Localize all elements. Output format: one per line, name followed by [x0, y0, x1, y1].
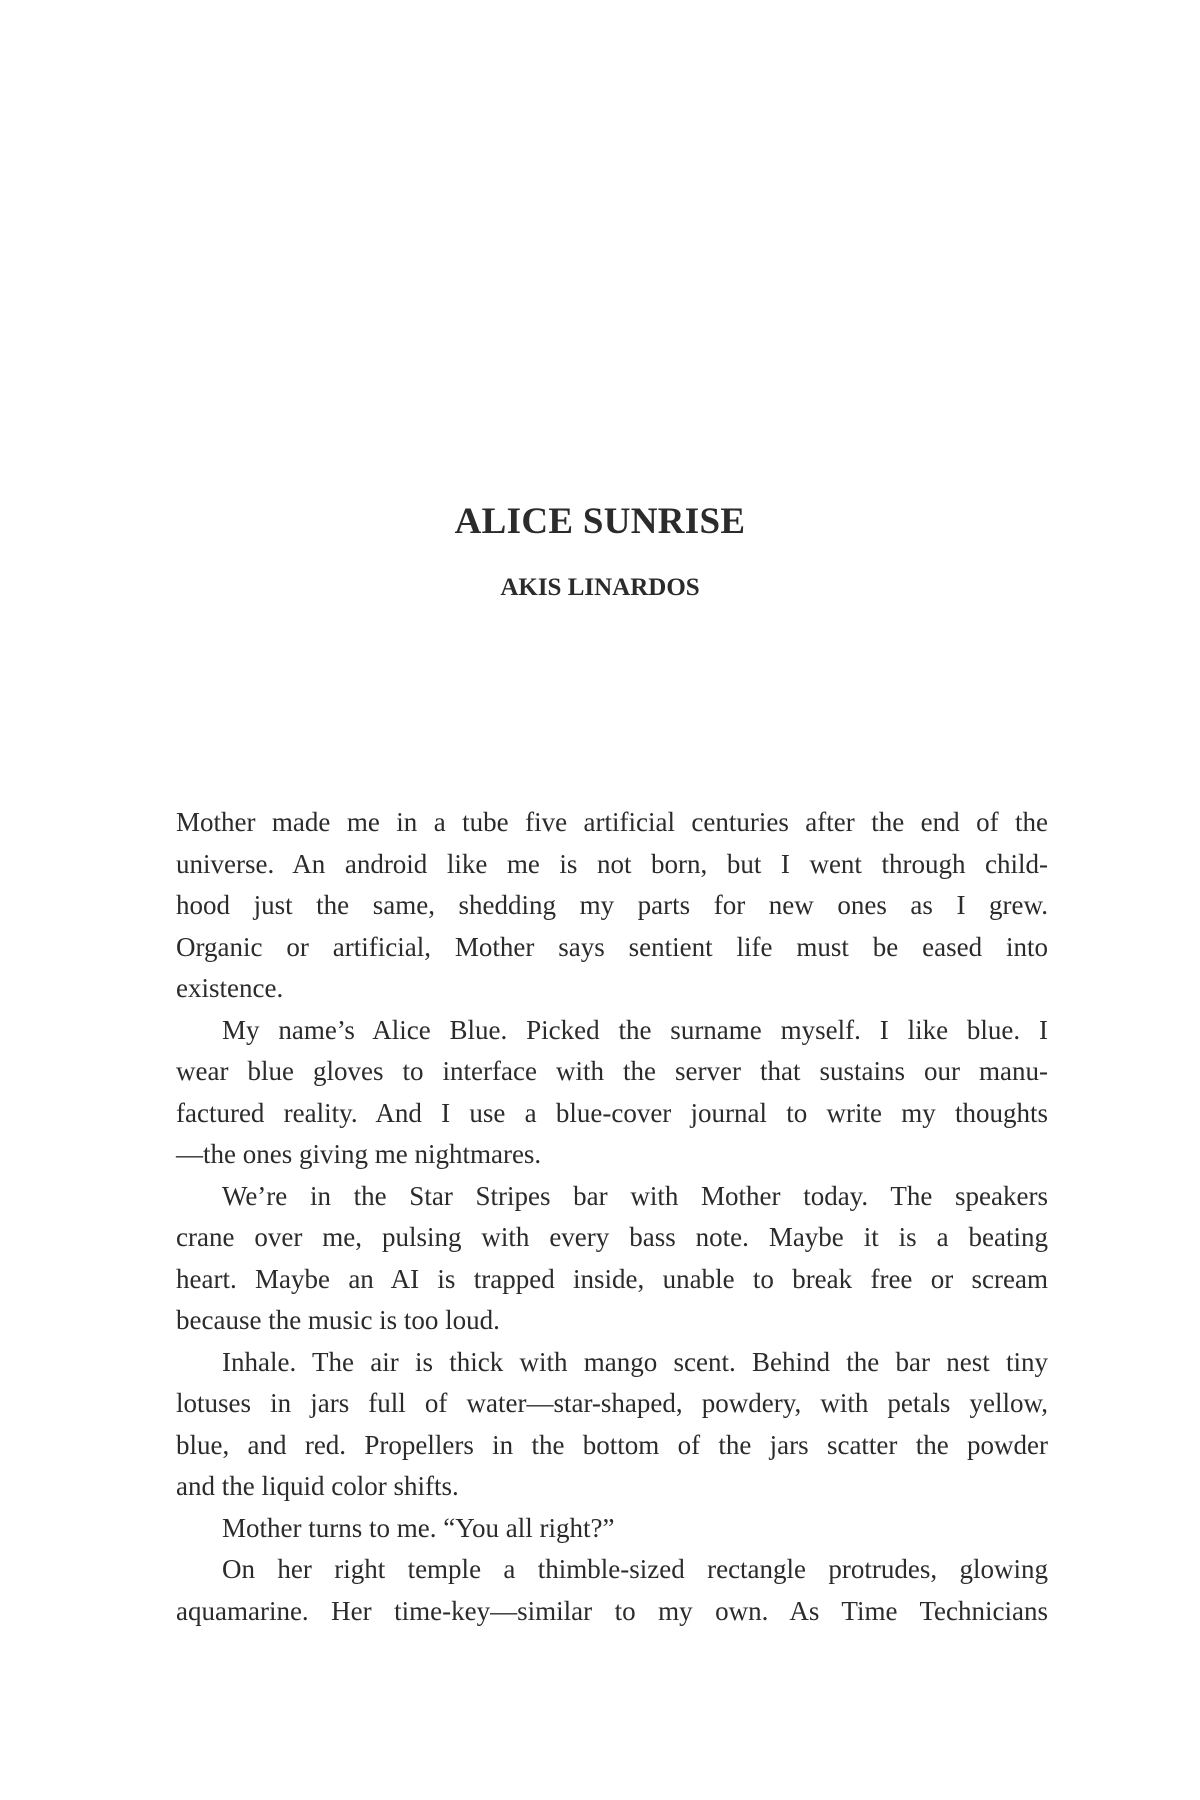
text-line: crane over me, pulsing with every bass note. Maybe it is a beating	[176, 1222, 1048, 1252]
text-line: My name’s Alice Blue. Picked the surname myself. I like blue. I	[222, 1014, 1048, 1045]
text-line: heart. Maybe an AI is trapped inside, unable to break free or scream	[176, 1263, 1048, 1294]
text-line: aquamarine. Her time-key—similar to my own. As Time Technicians	[176, 1595, 1048, 1626]
story-body	[176, 802, 1048, 1632]
paragraph	[176, 802, 1048, 1010]
paragraph	[176, 1176, 1048, 1342]
text-line: hood just the same, shedding my parts for new ones as I grew.	[176, 890, 1048, 920]
text-line: blue, and red. Propellers in the bottom of the jars scatter the powder	[176, 1429, 1048, 1460]
text-line: because the music is too loud.	[176, 1305, 500, 1335]
text-line: —the ones giving me nightmares.	[176, 1139, 542, 1169]
text-line: factured reality. And I use a blue-cover journal to write my thoughts	[176, 1097, 1048, 1128]
paragraph	[176, 1010, 1048, 1176]
paragraph	[176, 1342, 1048, 1508]
text-line: wear blue gloves to interface with the server that sustains our manu-	[176, 1056, 1048, 1086]
text-line: We’re in the Star Stripes bar with Mother today. The speakers	[222, 1180, 1048, 1211]
text-line: lotuses in jars full of water—star-shaped, powdery, with petals yellow,	[176, 1388, 1048, 1418]
text-line: Mother turns to me. “You all right?”	[222, 1512, 615, 1543]
text-line: On her right temple a thimble-sized rectangle protrudes, glowing	[222, 1554, 1048, 1584]
text-line: Organic or artificial, Mother says sentient life must be eased into	[176, 931, 1048, 962]
paragraph	[176, 1508, 1048, 1550]
paragraph	[176, 1549, 1048, 1632]
story-author: AKIS LINARDOS	[500, 574, 700, 601]
text-line: universe. An android like me is not born, but I went through child-	[176, 848, 1048, 879]
story-title: ALICE SUNRISE	[454, 501, 746, 542]
text-line: Inhale. The air is thick with mango scent. Behind the bar nest tiny	[222, 1346, 1048, 1377]
text-line: Mother made me in a tube five artificial centuries after the end of the	[176, 807, 1048, 837]
text-line: and the liquid color shifts.	[176, 1471, 459, 1501]
text-line: existence.	[176, 973, 284, 1003]
